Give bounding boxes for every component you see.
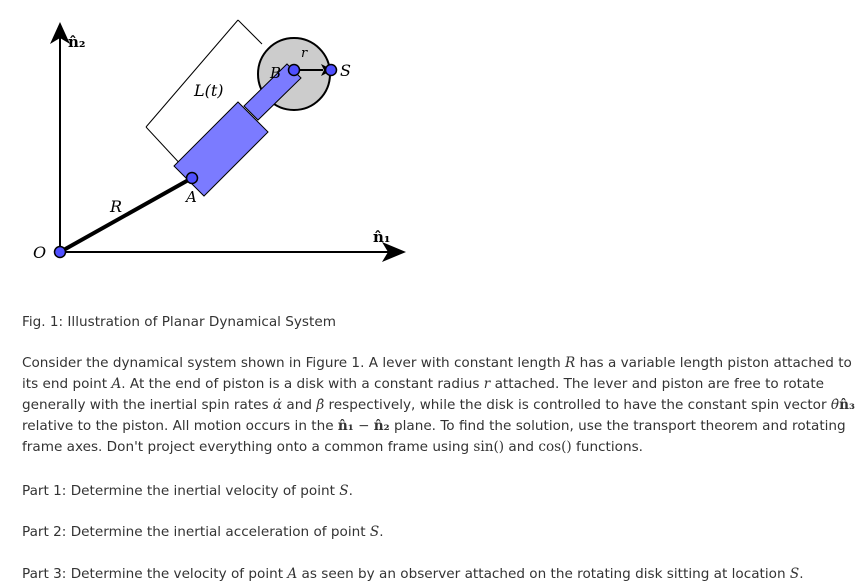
origin-label: O (33, 243, 47, 262)
var-a: A (111, 376, 122, 392)
description-text-1: Consider the dynamical system shown in Figure 1. A lever with constant length (22, 355, 566, 371)
description-text-4: attached. The lever and piston are free to rotate generally with the inertial spin rates (22, 376, 825, 413)
part-3-text-2: as seen by an observer attached on the rotating disk sitting at location (297, 566, 790, 582)
part-2-var: S (369, 524, 380, 540)
part-2-end: . (379, 524, 384, 540)
point-a (187, 173, 198, 184)
func-cos: cos() (538, 439, 572, 455)
part-1-var: S (339, 483, 349, 499)
part-1-end: . (348, 483, 353, 499)
var-n2: n̂₂ (373, 418, 390, 434)
part-3-text: Part 3: Determine the velocity of point (22, 566, 288, 582)
var-r-lower: r (483, 376, 491, 392)
point-s (326, 65, 337, 76)
point-a-label: A (186, 188, 197, 206)
description-text-6: respectively, while the disk is controlled to have the constant spin vector (324, 397, 831, 413)
lever (60, 178, 192, 252)
description-text-9: and (504, 439, 539, 455)
point-b-label: B (270, 64, 282, 82)
length-extension-line-top (238, 20, 262, 44)
var-r-upper: R (565, 355, 576, 371)
description-text-8: plane. To find the solution, use the transport theorem and rotating frame axes. Don't project everything onto a common frame using (22, 418, 846, 455)
problem-description (22, 353, 860, 458)
var-n1: n̂₁ (337, 418, 354, 434)
n2-label: n̂₂ (68, 33, 86, 51)
description-text-10: functions. (571, 439, 643, 455)
part-3-var: A (287, 566, 298, 582)
var-alpha-dot: α̇ (272, 397, 283, 413)
part-1 (22, 481, 852, 502)
point-b (289, 65, 300, 76)
length-label: L(t) (194, 81, 224, 100)
length-dimension-line (146, 20, 238, 127)
lever-length-label: R (110, 197, 123, 216)
func-sin: sin() (473, 439, 505, 455)
radius-label: r (301, 46, 308, 61)
minus-sign: − (353, 418, 374, 434)
part-2 (22, 522, 852, 543)
n1-label: n̂₁ (373, 228, 391, 246)
description-text-3: . At the end of piston is a disk with a constant radius (121, 376, 484, 392)
part-2-text: Part 2: Determine the inertial acceleration of point (22, 524, 370, 540)
figure-caption: Fig. 1: Illustration of Planar Dynamical System (22, 314, 336, 330)
description-text-5: and (282, 397, 317, 413)
part-1-text: Part 1: Determine the inertial velocity of point (22, 483, 340, 499)
point-s-label: S (340, 61, 351, 80)
var-n3: n̂₃ (839, 397, 855, 413)
var-theta-dot: θ̇ (830, 397, 840, 413)
var-beta-dot: β̇ (316, 397, 325, 413)
part-3 (22, 564, 852, 585)
part-3-end: . (799, 566, 804, 582)
part-3-var-2: S (789, 566, 800, 582)
description-text-2: has a variable length piston attached to its end point (22, 355, 852, 392)
origin-point (55, 247, 66, 258)
description-text-7: relative to the piston. All motion occurs in the (22, 418, 338, 434)
